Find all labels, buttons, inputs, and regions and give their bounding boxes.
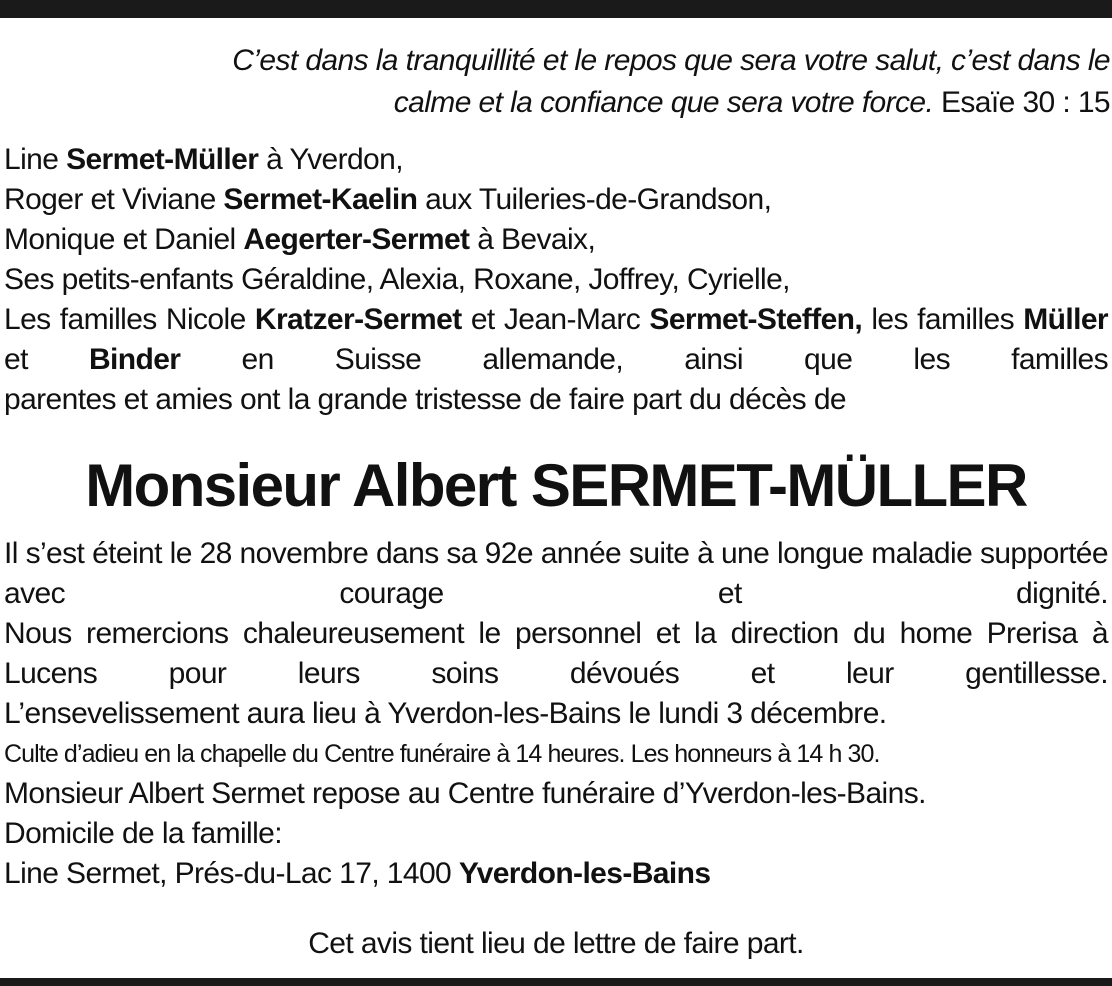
thanks-paragraph [4, 614, 1108, 694]
domicile-label: Domicile de la famille: [4, 817, 282, 850]
family-line-3 [4, 220, 1108, 260]
family-name: Aegerter-Sermet [243, 223, 470, 256]
bible-quote [20, 40, 1110, 124]
family-name: Müller [1023, 303, 1108, 336]
service-line: Culte d’adieu en la chapelle du Centre funéraire à 14 heures. Les honneurs à 14 h 30. [4, 740, 880, 768]
quote-reference: Esaïe 30 : 15 [941, 86, 1110, 119]
address-text: Line Sermet, Prés-du-Lac 17, 1400 [4, 857, 459, 890]
family-text: Roger et Viviane [4, 183, 224, 216]
family-text: et Jean-Marc [461, 303, 650, 336]
passing-text-end: maladie supportée avec courage et dignité. [4, 537, 1108, 610]
family-name: Kratzer-Sermet [254, 303, 462, 336]
family-text: à Bevaix, [469, 223, 596, 256]
top-rule [0, 0, 1112, 18]
family-line-1 [4, 140, 1108, 180]
family-announcement [4, 140, 1108, 420]
family-line-7: parentes et amies ont la grande tristesse de faire part du décès de [4, 383, 846, 416]
quote-line-1: C’est dans la tranquillité et le repos que sera votre salut, c’est dans le [232, 44, 1110, 77]
family-text: Les familles Nicole [4, 303, 255, 336]
passing-paragraph [4, 534, 1108, 614]
family-extended-paragraph [4, 300, 1108, 380]
burial-line: L’ensevelissement aura lieu à Yverdon-les-Bains le lundi 3 décembre. [4, 697, 887, 730]
family-text: à Yverdon, [258, 143, 403, 176]
thanks-text-end: Prerisa à Lucens pour leurs soins dévoués et leur gentillesse. [4, 617, 1108, 690]
family-name: Sermet-Müller [66, 143, 259, 176]
thanks-text: Nous remercions chaleureusement le personnel et la direction du home [4, 617, 973, 650]
family-text: et [4, 343, 89, 376]
family-text: en Suisse allemande, ainsi que les familles [180, 343, 1108, 376]
family-text: aux Tuileries-de-Grandson, [417, 183, 772, 216]
family-name: Binder [88, 343, 181, 376]
family-text: Line [4, 143, 67, 176]
deceased-name: Monsieur Albert SERMET-MÜLLER [85, 452, 1027, 519]
closing-note: Cet avis tient lieu de lettre de faire part. [308, 927, 804, 960]
family-name: Sermet-Kaelin [223, 183, 418, 216]
passing-text: Il s’est éteint le 28 novembre dans sa 92e année suite à une longue [4, 537, 864, 570]
family-name: Sermet-Steffen, [649, 303, 863, 336]
address-line [4, 854, 1108, 894]
quote-line-2-text: calme et la confiance que sera votre force. [393, 86, 934, 119]
family-line-4: Ses petits-enfants Géraldine, Alexia, Roxane, Joffrey, Cyrielle, [4, 263, 790, 296]
family-text: les familles [862, 303, 1024, 336]
bottom-rule [0, 978, 1112, 986]
family-text: Monique et Daniel [4, 223, 244, 256]
obituary-body [4, 534, 1108, 894]
address-city: Yverdon-les-Bains [458, 857, 711, 890]
quote-line-2 [20, 82, 1110, 124]
rests-line: Monsieur Albert Sermet repose au Centre funéraire d’Yverdon-les-Bains. [4, 777, 926, 810]
family-line-2 [4, 180, 1108, 220]
